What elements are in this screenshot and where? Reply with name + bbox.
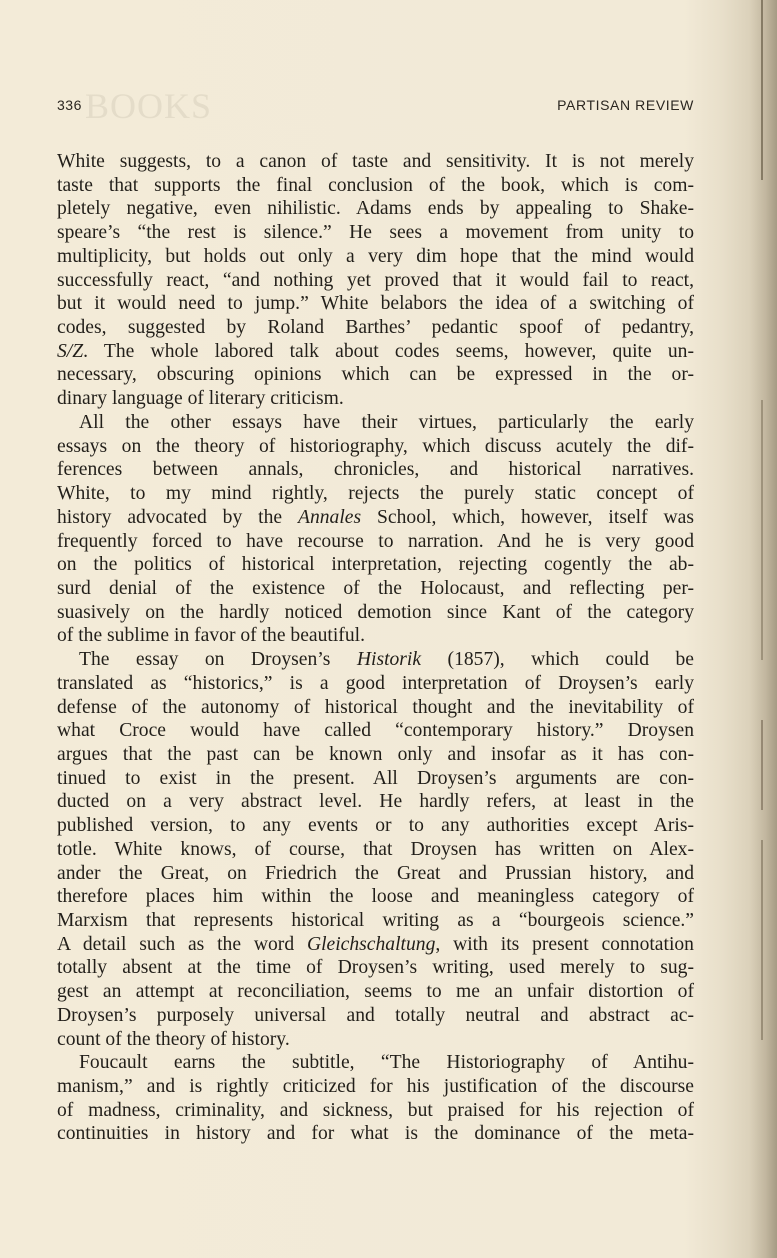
running-head: PARTISAN REVIEW <box>557 97 694 113</box>
text-line: suasively on the hardly noticed demotion since Kant of the category <box>57 601 694 623</box>
text-line: ander the Great, on Friedrich the Great and Prussian history, and <box>57 862 694 884</box>
text-line: what Croce would have called “contemporary history.” Droysen <box>57 720 694 742</box>
text-line: translated as “historics,” is a good interpretation of Droysen’s early <box>57 672 694 694</box>
text-line: successfully react, “and nothing yet proved that it would fail to react, <box>57 269 694 291</box>
book-spine-shadow <box>749 0 777 1258</box>
text-line: on the politics of historical interpretation, rejecting cogently the ab- <box>57 554 694 576</box>
text-line: taste that supports the final conclusion of the book, which is com- <box>57 174 694 196</box>
text-line: speare’s “the rest is silence.” He sees a movement from unity to <box>57 222 694 244</box>
spine-edge-line <box>761 720 763 810</box>
text-line: necessary, obscuring opinions which can be expressed in the or- <box>57 364 694 386</box>
text-line: therefore places him within the loose and meaningless category of <box>57 886 694 908</box>
text-line: defense of the autonomy of historical thought and the inevitability of <box>57 696 694 718</box>
italic-term: S/Z <box>57 340 84 362</box>
text-line: frequently forced to have recourse to narration. And he is very good <box>57 530 694 552</box>
italic-term: Gleichschaltung <box>306 933 436 955</box>
text-line: White, to my mind rightly, rejects the purely static concept of <box>57 483 694 505</box>
text-line: tinued to exist in the present. All Droysen’s arguments are con- <box>57 767 694 789</box>
spine-edge-line <box>761 400 763 660</box>
page-number: 336 <box>57 97 82 113</box>
text-line: ducted on a very abstract level. He hardly refers, at least in the <box>57 791 694 813</box>
text-line: history advocated by the Annales School, which, however, itself was <box>57 506 694 528</box>
text-line: The essay on Droysen’s Historik (1857), which could be <box>79 649 694 671</box>
body-text <box>57 150 694 1146</box>
text-line: multiplicity, but holds out only a very dim hope that the mind would <box>57 245 694 267</box>
text-line: of madness, criminality, and sickness, but praised for his rejection of <box>57 1099 694 1121</box>
italic-term: Annales <box>298 506 362 528</box>
text-line: manism,” and is rightly criticized for his justification of the discourse <box>57 1076 694 1098</box>
page-header <box>57 86 694 126</box>
text-line: White suggests, to a canon of taste and sensitivity. It is not merely <box>57 151 694 172</box>
spine-edge-line <box>761 840 763 1040</box>
text-line: Droysen’s purposely universal and totally neutral and abstract ac- <box>57 1004 694 1026</box>
text-line: dinary language of literary criticism. <box>57 388 344 410</box>
text-line: surd denial of the existence of the Holocaust, and reflecting per- <box>57 577 694 599</box>
text-line: A detail such as the word Gleichschaltung, with its present connotation <box>57 933 694 955</box>
text-line: totle. White knows, of course, that Droysen has written on Alex- <box>57 838 694 860</box>
text-line: S/Z. The whole labored talk about codes seems, however, quite un- <box>57 340 694 362</box>
italic-term: Historik <box>356 649 422 671</box>
text-line: totally absent at the time of Droysen’s writing, used merely to sug- <box>57 957 694 979</box>
text-line: argues that the past can be known only and insofar as it has con- <box>57 743 694 765</box>
text-line: published version, to any events or to any authorities except Aris- <box>57 815 694 837</box>
text-line: count of the theory of history. <box>57 1028 290 1050</box>
text-line: continuities in history and for what is the dominance of the meta- <box>57 1123 694 1145</box>
text-line: All the other essays have their virtues, particularly the early <box>79 411 694 433</box>
text-line: gest an attempt at reconciliation, seems to me an unfair distortion of <box>57 981 694 1003</box>
text-line: pletely negative, even nihilistic. Adams ends by appealing to Shake- <box>57 198 694 220</box>
text-line: Marxism that represents historical writing as a “bourgeois science.” <box>57 910 694 931</box>
text-line: ferences between annals, chronicles, and historical narratives. <box>57 459 694 481</box>
text-line: but it would need to jump.” White belabors the idea of a switching of <box>57 293 694 315</box>
text-line: essays on the theory of historiography, which discuss acutely the dif- <box>57 435 694 457</box>
text-line: of the sublime in favor of the beautiful. <box>57 625 365 647</box>
spine-edge-line <box>761 0 763 180</box>
ghost-show-through-text: BOOKS <box>85 86 213 126</box>
text-line: codes, suggested by Roland Barthes’ pedantic spoof of pedantry, <box>57 317 694 339</box>
text-line: Foucault earns the subtitle, “The Historiography of Antihu- <box>79 1052 694 1074</box>
